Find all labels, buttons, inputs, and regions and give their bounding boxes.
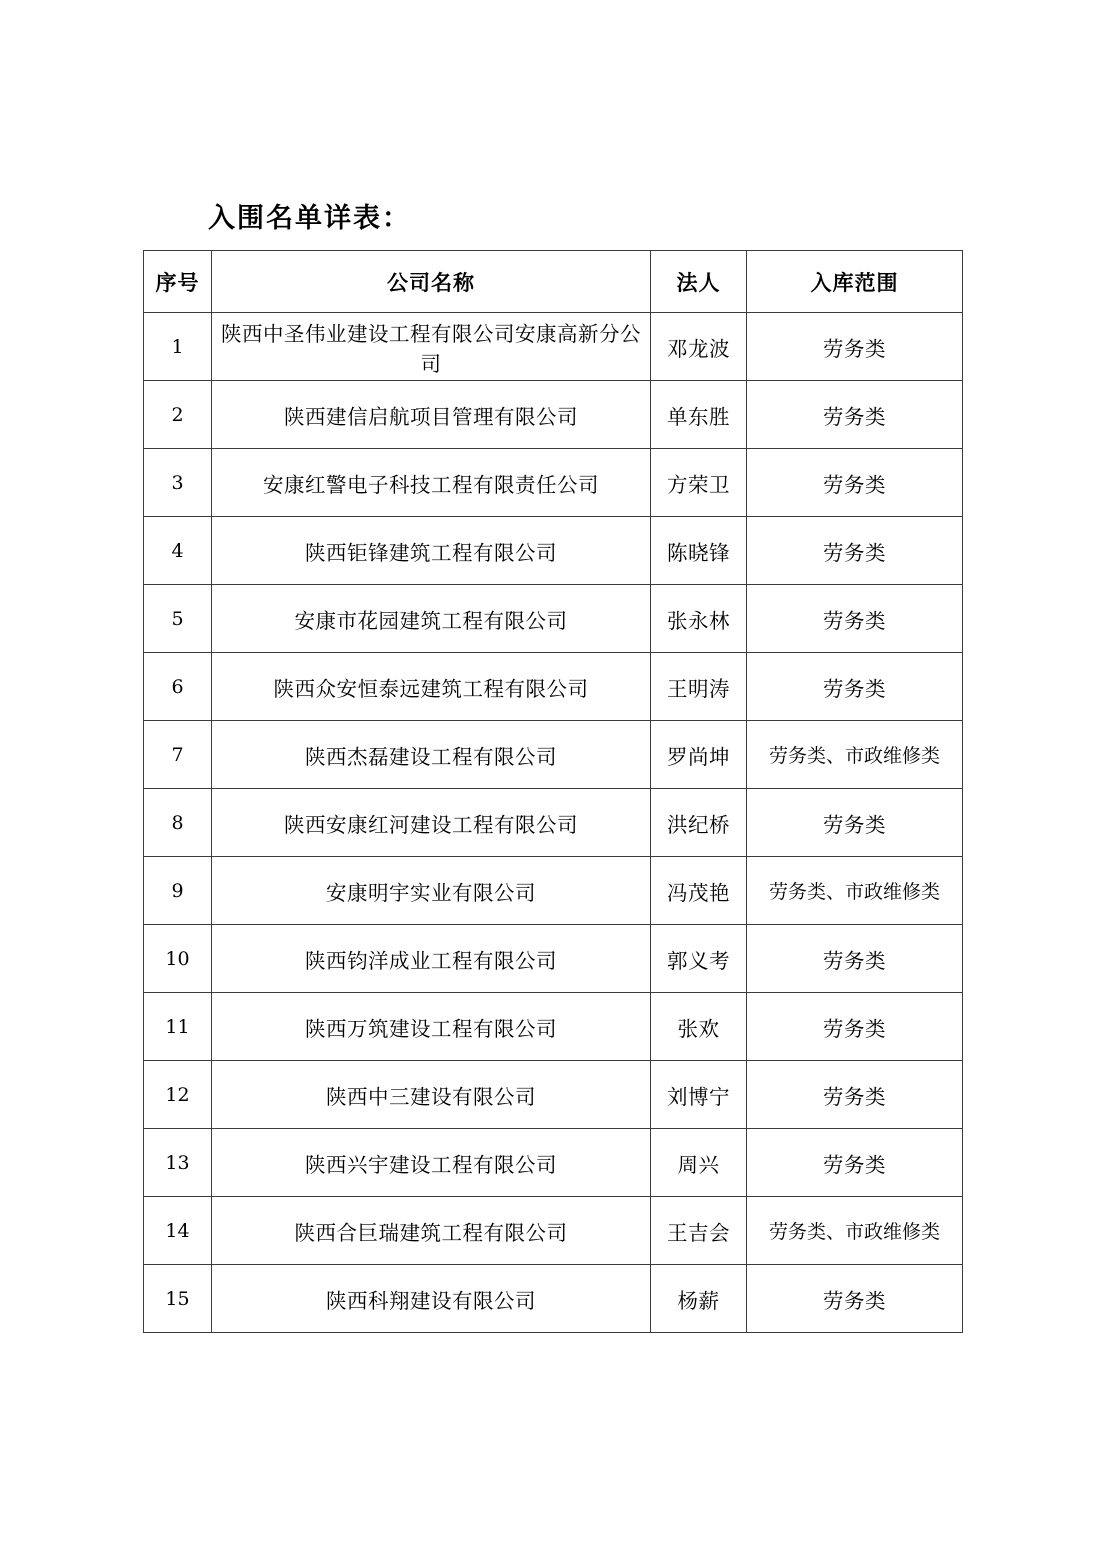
table-row: [144, 1061, 963, 1129]
shortlist-table: [143, 250, 963, 1333]
cell-legal-person: 杨薪: [651, 1265, 747, 1333]
cell-company: 陕西建信启航项目管理有限公司: [212, 381, 651, 449]
table-row: [144, 1197, 963, 1265]
cell-scope: 劳务类: [747, 653, 963, 721]
table-row: [144, 653, 963, 721]
cell-company: 陕西杰磊建设工程有限公司: [212, 721, 651, 789]
table-row: [144, 517, 963, 585]
page-title: 入围名单详表：: [208, 203, 411, 234]
cell-index: 11: [144, 993, 212, 1061]
cell-index: 2: [144, 381, 212, 449]
table-row: [144, 313, 963, 381]
cell-legal-person: 邓龙波: [651, 313, 747, 381]
cell-index: 6: [144, 653, 212, 721]
cell-index: 8: [144, 789, 212, 857]
table-row: [144, 721, 963, 789]
cell-company: 陕西科翔建设有限公司: [212, 1265, 651, 1333]
cell-index: 10: [144, 925, 212, 993]
cell-legal-person: 冯茂艳: [651, 857, 747, 925]
cell-company: 安康红警电子科技工程有限责任公司: [212, 449, 651, 517]
cell-legal-person: 罗尚坤: [651, 721, 747, 789]
cell-company: 陕西万筑建设工程有限公司: [212, 993, 651, 1061]
cell-scope: 劳务类、市政维修类: [747, 857, 963, 925]
table-body: [144, 313, 963, 1333]
cell-scope: 劳务类、市政维修类: [747, 1197, 963, 1265]
cell-legal-person: 方荣卫: [651, 449, 747, 517]
cell-legal-person: 周兴: [651, 1129, 747, 1197]
cell-company: 陕西钧洋成业工程有限公司: [212, 925, 651, 993]
column-header-index: 序号: [144, 251, 212, 313]
cell-scope: 劳务类: [747, 585, 963, 653]
table-header-row: [144, 251, 963, 313]
cell-scope: 劳务类: [747, 313, 963, 381]
column-header-company: 公司名称: [212, 251, 651, 313]
cell-scope: 劳务类: [747, 449, 963, 517]
cell-scope: 劳务类: [747, 1129, 963, 1197]
cell-company: 陕西众安恒泰远建筑工程有限公司: [212, 653, 651, 721]
cell-company: 陕西中三建设有限公司: [212, 1061, 651, 1129]
table-row: [144, 381, 963, 449]
cell-index: 1: [144, 313, 212, 381]
cell-scope: 劳务类、市政维修类: [747, 721, 963, 789]
cell-scope: 劳务类: [747, 381, 963, 449]
table-row: [144, 449, 963, 517]
cell-company: 陕西兴宇建设工程有限公司: [212, 1129, 651, 1197]
table-row: [144, 925, 963, 993]
cell-index: 7: [144, 721, 212, 789]
cell-legal-person: 单东胜: [651, 381, 747, 449]
cell-legal-person: 王明涛: [651, 653, 747, 721]
shortlist-table-container: [143, 250, 962, 1333]
cell-scope: 劳务类: [747, 517, 963, 585]
cell-company: 安康市花园建筑工程有限公司: [212, 585, 651, 653]
cell-scope: 劳务类: [747, 1061, 963, 1129]
table-row: [144, 1129, 963, 1197]
cell-legal-person: 王吉会: [651, 1197, 747, 1265]
table-header: [144, 251, 963, 313]
cell-index: 13: [144, 1129, 212, 1197]
cell-company: 陕西合巨瑞建筑工程有限公司: [212, 1197, 651, 1265]
cell-company: 陕西钜锋建筑工程有限公司: [212, 517, 651, 585]
cell-scope: 劳务类: [747, 993, 963, 1061]
cell-legal-person: 刘博宁: [651, 1061, 747, 1129]
cell-index: 15: [144, 1265, 212, 1333]
cell-index: 5: [144, 585, 212, 653]
cell-legal-person: 郭义考: [651, 925, 747, 993]
cell-index: 4: [144, 517, 212, 585]
cell-index: 9: [144, 857, 212, 925]
cell-legal-person: 张欢: [651, 993, 747, 1061]
cell-legal-person: 陈晓锋: [651, 517, 747, 585]
table-row: [144, 857, 963, 925]
table-row: [144, 585, 963, 653]
cell-index: 14: [144, 1197, 212, 1265]
cell-scope: 劳务类: [747, 925, 963, 993]
cell-scope: 劳务类: [747, 789, 963, 857]
cell-index: 3: [144, 449, 212, 517]
cell-legal-person: 张永林: [651, 585, 747, 653]
cell-legal-person: 洪纪桥: [651, 789, 747, 857]
table-row: [144, 1265, 963, 1333]
column-header-legal-person: 法人: [651, 251, 747, 313]
table-row: [144, 789, 963, 857]
cell-company: 陕西安康红河建设工程有限公司: [212, 789, 651, 857]
cell-company: 安康明宇实业有限公司: [212, 857, 651, 925]
table-row: [144, 993, 963, 1061]
column-header-scope: 入库范围: [747, 251, 963, 313]
cell-index: 12: [144, 1061, 212, 1129]
cell-company: 陕西中圣伟业建设工程有限公司安康高新分公司: [212, 313, 651, 381]
cell-scope: 劳务类: [747, 1265, 963, 1333]
